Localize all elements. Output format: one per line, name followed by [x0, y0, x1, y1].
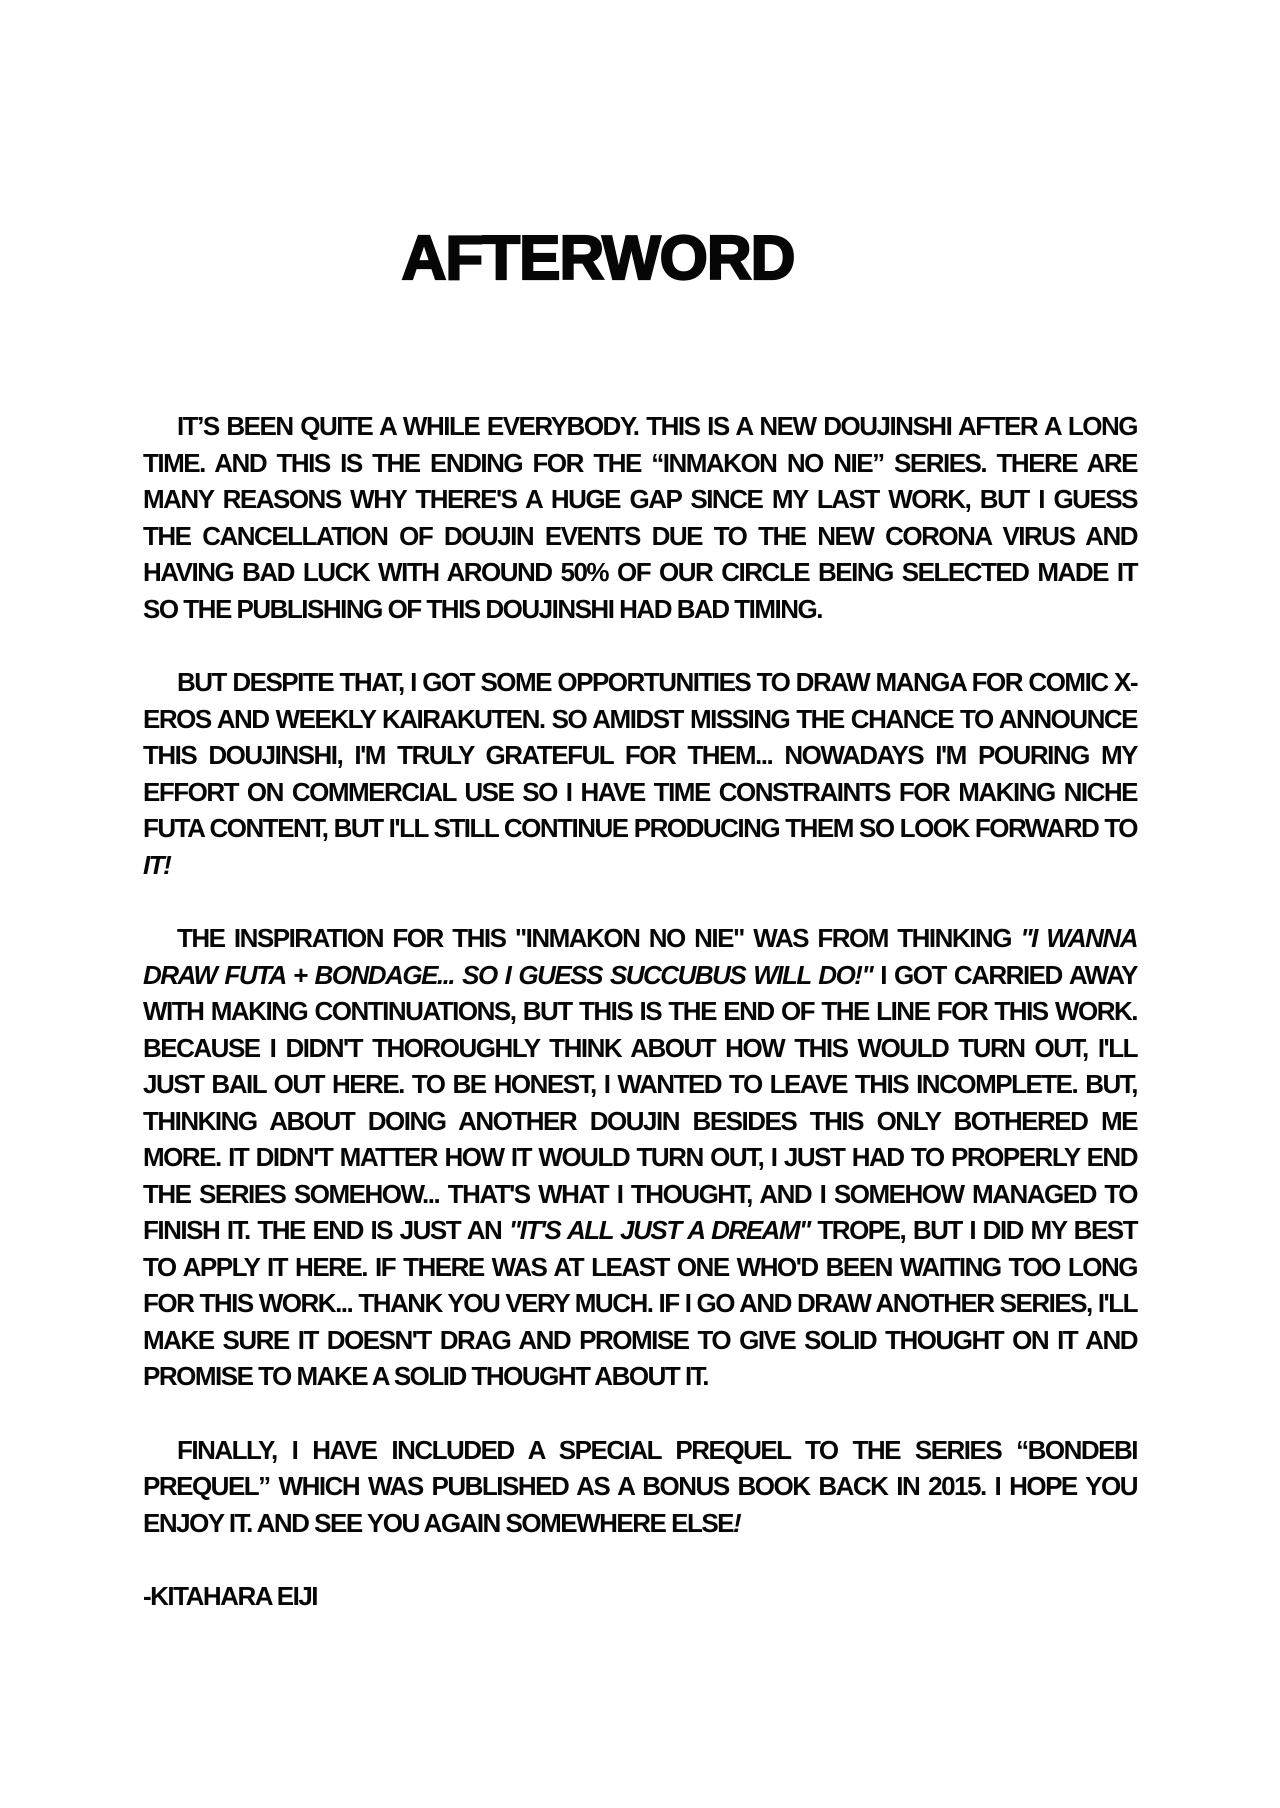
paragraph-emphasis: ! — [733, 1507, 741, 1538]
paragraph-text: FINALLY, I HAVE INCLUDED A SPECIAL PREQUEL TO THE SERIES “BONDEBI PREQUEL” WHICH WAS PUBLISHED AS A BONUS BOOK BACK IN 2015. I HOPE YOU ENJOY IT. AND SEE YOU AGAIN SOMEWHERE ELSE — [143, 1434, 1137, 1538]
page-title: AFTERWORD — [401, 224, 795, 293]
paragraph — [143, 408, 1137, 627]
paragraph-text: TROPE, BUT I DID MY BEST TO APPLY IT HERE. IF THERE WAS AT LEAST ONE WHO'D BEEN WAITING TOO LONG FOR THIS WORK... THANK YOU VERY MUCH. IF I GO AND DRAW ANOTHER SERIES, I'LL MAKE SURE IT DOESN'T DRAG AND PROMISE TO GIVE SOLID THOUGHT ON IT AND PROMISE TO MAKE A SOLID THOUGHT ABOUT IT. — [143, 1215, 1138, 1391]
paragraph-text: I GOT CARRIED AWAY WITH MAKING CONTINUATIONS, BUT THIS IS THE END OF THE LINE FOR THIS WORK. BECAUSE I DIDN'T THOROUGHLY THINK ABOUT HOW THIS WOULD TURN OUT, I'LL JUST BAIL OUT HERE. TO BE HONEST, I WANTED TO LEAVE THIS INCOMPLETE. BUT, THINKING ABOUT DOING ANOTHER DOUJIN BESIDES THIS ONLY BOTHERED ME MORE. IT DIDN'T MATTER HOW IT WOULD TURN OUT, I JUST HAD TO PROPERLY END THE SERIES SOMEHOW... THAT'S WHAT I THOUGHT, AND I SOMEHOW MANAGED TO FINISH IT. THE END IS JUST AN — [143, 959, 1138, 1245]
author-signature: -KITAHARA EIJI — [143, 1581, 317, 1611]
paragraph-emphasis: "I WANNA DRAW FUTA + BONDAGE... SO I GUESS SUCCUBUS WILL DO!" — [143, 923, 1137, 990]
paragraph-text: THE INSPIRATION FOR THIS "INMAKON NO NIE" WAS FROM THINKING — [177, 923, 1021, 953]
paragraph-emphasis: IT! — [143, 849, 171, 880]
afterword-body — [143, 408, 1137, 1541]
paragraph — [143, 664, 1137, 883]
paragraph — [143, 1432, 1137, 1542]
paragraph-text: BUT DESPITE THAT, I GOT SOME OPPORTUNITIES TO DRAW MANGA FOR COMIC X-EROS AND WEEKLY KAIRAKUTEN. SO AMIDST MISSING THE CHANCE TO ANNOUNCE THIS DOUJINSHI, I'M TRULY GRATEFUL FOR THEM... NOWADAYS I'M POURING MY EFFORT ON COMMERCIAL USE SO I HAVE TIME CONSTRAINTS FOR MAKING NICHE FUTA CONTENT, BUT I'LL STILL CONTINUE PRODUCING THEM SO LOOK FORWARD TO — [143, 667, 1137, 843]
paragraph — [143, 920, 1137, 1395]
paragraph-emphasis: "IT'S ALL JUST A DREAM" — [508, 1215, 810, 1245]
paragraph-text: IT’S BEEN QUITE A WHILE EVERYBODY. THIS IS A NEW DOUJINSHI AFTER A LONG TIME. AND THIS IS THE ENDING FOR THE “INMAKON NO NIE” SERIES. THERE ARE MANY REASONS WHY THERE'S A HUGE GAP SINCE MY LAST WORK, BUT I GUESS THE CANCELLATION OF DOUJIN EVENTS DUE TO THE NEW CORONA VIRUS AND HAVING BAD LUCK WITH AROUND 50% OF OUR CIRCLE BEING SELECTED MADE IT SO THE PUBLISHING OF THIS DOUJINSHI HAD BAD TIMING. — [143, 411, 1137, 624]
